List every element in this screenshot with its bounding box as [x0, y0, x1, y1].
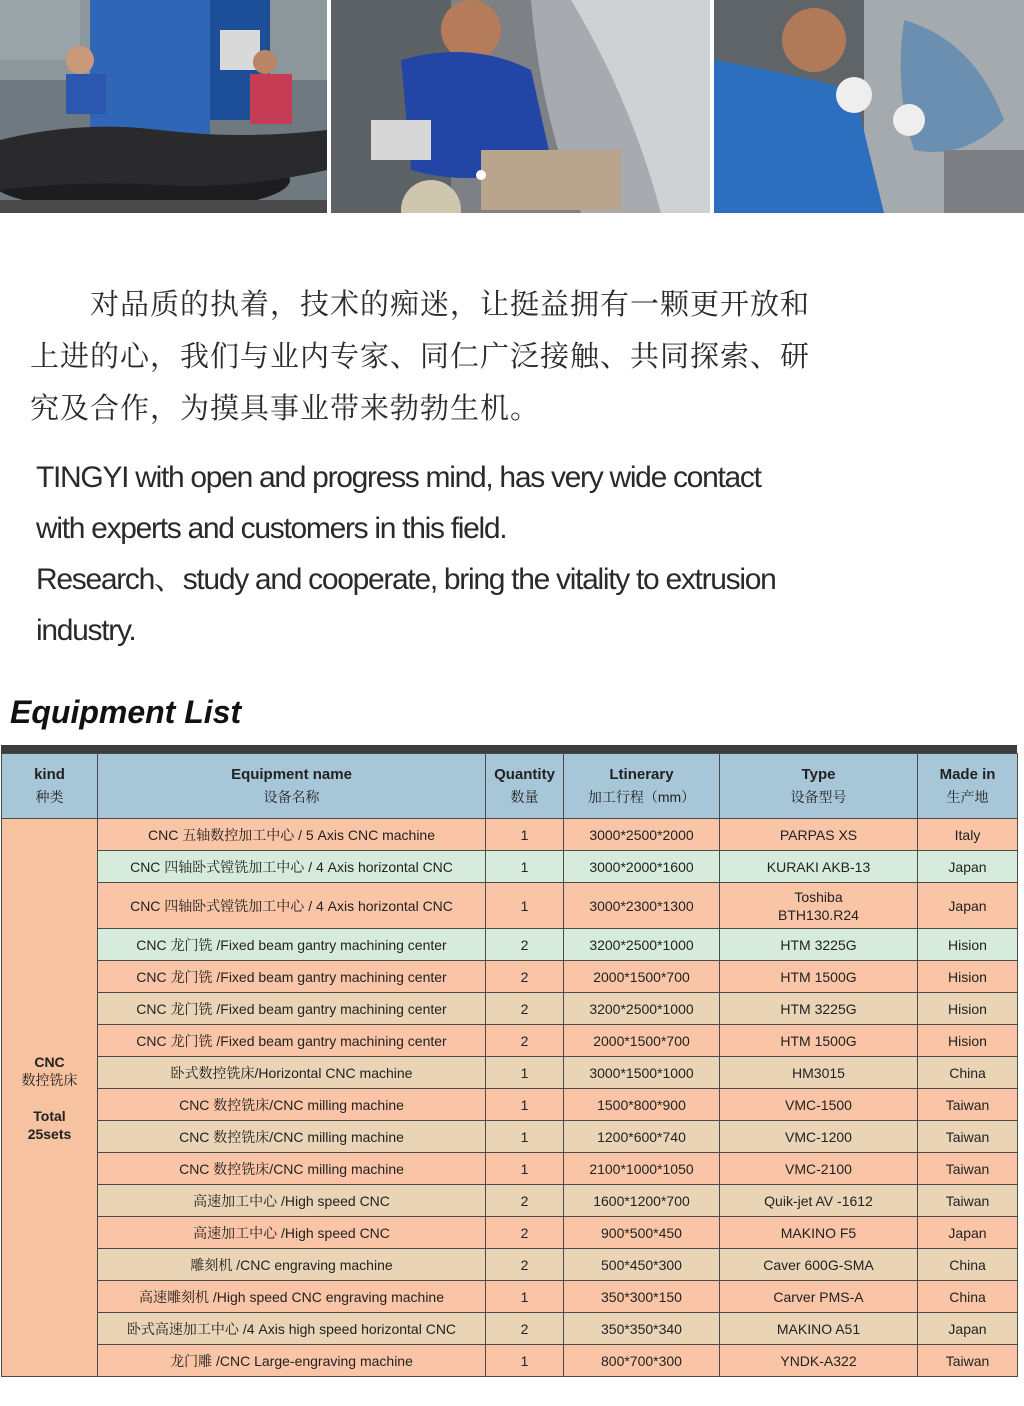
quantity-cell: 2 [486, 1185, 564, 1217]
equipment-name-cell: 高速雕刻机 /High speed CNC engraving machine [98, 1281, 486, 1313]
type-cell: VMC-2100 [720, 1153, 918, 1185]
equipment-table [1, 753, 1018, 1377]
type-cell: VMC-1500 [720, 1089, 918, 1121]
table-header-row [2, 754, 1018, 819]
table-row [2, 1025, 1018, 1057]
table-row [2, 1057, 1018, 1089]
intro-zh-line: 对品质的执着，技术的痴迷，让挺益拥有一颗更开放和 [30, 287, 811, 321]
table-row [2, 883, 1018, 929]
quantity-cell: 1 [486, 1281, 564, 1313]
itinerary-cell: 3200*2500*1000 [564, 993, 720, 1025]
type-cell: Quik-jet AV -1612 [720, 1185, 918, 1217]
type-cell: HTM 1500G [720, 961, 918, 993]
intro-zh-line: 上进的心，我们与业内专家、同仁广泛接触、共同探索、研 [30, 339, 811, 373]
itinerary-cell: 350*300*150 [564, 1281, 720, 1313]
table-row [2, 1185, 1018, 1217]
header-type [720, 754, 918, 819]
type-cell: MAKINO F5 [720, 1217, 918, 1249]
intro-english [36, 452, 916, 656]
header-made-zh: 生产地 [946, 789, 989, 805]
intro-en-line: TINGYI with open and progress mind, has very wide contact [36, 461, 761, 494]
intro-zh-line: 究及合作，为摸具事业带来勃勃生机。 [30, 391, 541, 425]
table-row [2, 819, 1018, 851]
kind-cell [2, 819, 98, 1377]
type-cell: Carver PMS-A [720, 1281, 918, 1313]
quantity-cell: 2 [486, 1217, 564, 1249]
itinerary-cell: 1600*1200*700 [564, 1185, 720, 1217]
table-row [2, 1153, 1018, 1185]
equipment-name-cell: CNC 龙门铣 /Fixed beam gantry machining center [98, 1025, 486, 1057]
intro-en-line: Research、study and cooperate, bring the vitality to extrusion [36, 563, 776, 596]
table-row [2, 929, 1018, 961]
made-in-cell: Taiwan [918, 1089, 1018, 1121]
table-top-bar [1, 745, 1017, 753]
table-row [2, 1313, 1018, 1345]
equipment-name-cell: CNC 龙门铣 /Fixed beam gantry machining center [98, 961, 486, 993]
workshop-photo-welding [331, 0, 710, 213]
quantity-cell: 2 [486, 1249, 564, 1281]
kind-name-en: CNC [34, 1053, 65, 1070]
made-in-cell: Hision [918, 929, 1018, 961]
equipment-name-cell: 龙门雕 /CNC Large-engraving machine [98, 1345, 486, 1377]
quantity-cell: 1 [486, 1089, 564, 1121]
kind-total-label: Total [33, 1107, 66, 1124]
made-in-cell: Taiwan [918, 1345, 1018, 1377]
quantity-cell: 1 [486, 1057, 564, 1089]
equipment-name-cell: 卧式高速加工中心 /4 Axis high speed horizontal CNC [98, 1313, 486, 1345]
header-made-in [918, 754, 1018, 819]
itinerary-cell: 3000*2300*1300 [564, 883, 720, 929]
itinerary-cell: 2100*1000*1050 [564, 1153, 720, 1185]
made-in-cell: Italy [918, 819, 1018, 851]
equipment-list-title: Equipment List [10, 694, 242, 730]
made-in-cell: Japan [918, 1313, 1018, 1345]
header-type-zh: 设备型号 [790, 789, 847, 805]
workshop-photo-inspection [714, 0, 1024, 213]
intro-chinese [30, 278, 870, 434]
equipment-name-cell: CNC 龙门铣 /Fixed beam gantry machining center [98, 993, 486, 1025]
table-row [2, 1217, 1018, 1249]
header-travel-en: Ltinerary [609, 766, 674, 783]
itinerary-cell: 800*700*300 [564, 1345, 720, 1377]
equipment-name-cell: 高速加工中心 /High speed CNC [98, 1185, 486, 1217]
header-name-zh: 设备名称 [263, 789, 320, 805]
equipment-name-cell: CNC 数控铣床/CNC milling machine [98, 1153, 486, 1185]
kind-total-value: 25sets [27, 1125, 72, 1142]
made-in-cell: China [918, 1249, 1018, 1281]
type-cell: HM3015 [720, 1057, 918, 1089]
made-in-cell: Hision [918, 1025, 1018, 1057]
table-row [2, 993, 1018, 1025]
table-row [2, 1089, 1018, 1121]
table-row [2, 1121, 1018, 1153]
header-qty-zh: 数量 [510, 789, 539, 805]
header-travel-zh: 加工行程（mm） [587, 789, 696, 805]
equipment-name-cell: CNC 四轴卧式镗铣加工中心 / 4 Axis horizontal CNC [98, 851, 486, 883]
header-quantity [486, 754, 564, 819]
table-row [2, 1345, 1018, 1377]
table-row [2, 851, 1018, 883]
type-cell: VMC-1200 [720, 1121, 918, 1153]
quantity-cell: 2 [486, 1025, 564, 1057]
table-row [2, 961, 1018, 993]
type-cell: Caver 600G-SMA [720, 1249, 918, 1281]
made-in-cell: Taiwan [918, 1121, 1018, 1153]
type-cell: Toshiba BTH130.R24 [720, 883, 918, 929]
type-cell: HTM 3225G [720, 929, 918, 961]
made-in-cell: Taiwan [918, 1185, 1018, 1217]
photo-strip [0, 0, 1024, 213]
kind-name-zh: 数控铣床 [21, 1071, 78, 1088]
header-equipment-name [98, 754, 486, 819]
made-in-cell: Japan [918, 883, 1018, 929]
itinerary-cell: 900*500*450 [564, 1217, 720, 1249]
intro-en-line: with experts and customers in this field. [36, 512, 507, 545]
quantity-cell: 1 [486, 1345, 564, 1377]
quantity-cell: 2 [486, 1313, 564, 1345]
type-cell: HTM 3225G [720, 993, 918, 1025]
type-cell: MAKINO A51 [720, 1313, 918, 1345]
itinerary-cell: 500*450*300 [564, 1249, 720, 1281]
itinerary-cell: 2000*1500*700 [564, 1025, 720, 1057]
equipment-name-cell: 雕刻机 /CNC engraving machine [98, 1249, 486, 1281]
itinerary-cell: 1200*600*740 [564, 1121, 720, 1153]
type-cell: KURAKI AKB-13 [720, 851, 918, 883]
equipment-name-cell: 高速加工中心 /High speed CNC [98, 1217, 486, 1249]
header-qty-en: Quantity [494, 766, 555, 783]
table-row [2, 1281, 1018, 1313]
header-made-en: Made in [939, 766, 996, 783]
intro-en-line: industry. [36, 614, 136, 647]
type-cell: PARPAS XS [720, 819, 918, 851]
header-kind [2, 754, 98, 819]
quantity-cell: 2 [486, 961, 564, 993]
made-in-cell: Japan [918, 851, 1018, 883]
equipment-name-cell: CNC 数控铣床/CNC milling machine [98, 1121, 486, 1153]
equipment-name-cell: 卧式数控铣床/Horizontal CNC machine [98, 1057, 486, 1089]
header-itinerary [564, 754, 720, 819]
equipment-name-cell: CNC 龙门铣 /Fixed beam gantry machining center [98, 929, 486, 961]
itinerary-cell: 3000*2000*1600 [564, 851, 720, 883]
type-cell: HTM 1500G [720, 1025, 918, 1057]
type-cell: YNDK-A322 [720, 1345, 918, 1377]
made-in-cell: China [918, 1281, 1018, 1313]
equipment-name-cell: CNC 四轴卧式镗铣加工中心 / 4 Axis horizontal CNC [98, 883, 486, 929]
made-in-cell: China [918, 1057, 1018, 1089]
itinerary-cell: 1500*800*900 [564, 1089, 720, 1121]
quantity-cell: 1 [486, 851, 564, 883]
quantity-cell: 2 [486, 993, 564, 1025]
header-type-en: Type [801, 766, 836, 783]
workshop-photo-bumper-mold [0, 0, 327, 213]
table-row [2, 1249, 1018, 1281]
quantity-cell: 2 [486, 929, 564, 961]
made-in-cell: Hision [918, 961, 1018, 993]
equipment-name-cell: CNC 数控铣床/CNC milling machine [98, 1089, 486, 1121]
quantity-cell: 1 [486, 819, 564, 851]
quantity-cell: 1 [486, 1153, 564, 1185]
itinerary-cell: 2000*1500*700 [564, 961, 720, 993]
quantity-cell: 1 [486, 883, 564, 929]
header-kind-zh: 种类 [35, 789, 64, 805]
header-kind-en: kind [34, 766, 65, 783]
equipment-name-cell: CNC 五轴数控加工中心 / 5 Axis CNC machine [98, 819, 486, 851]
itinerary-cell: 3000*2500*2000 [564, 819, 720, 851]
made-in-cell: Taiwan [918, 1153, 1018, 1185]
made-in-cell: Hision [918, 993, 1018, 1025]
made-in-cell: Japan [918, 1217, 1018, 1249]
header-name-en: Equipment name [231, 766, 352, 783]
equipment-table-wrapper [1, 745, 1017, 1377]
itinerary-cell: 350*350*340 [564, 1313, 720, 1345]
itinerary-cell: 3000*1500*1000 [564, 1057, 720, 1089]
itinerary-cell: 3200*2500*1000 [564, 929, 720, 961]
quantity-cell: 1 [486, 1121, 564, 1153]
